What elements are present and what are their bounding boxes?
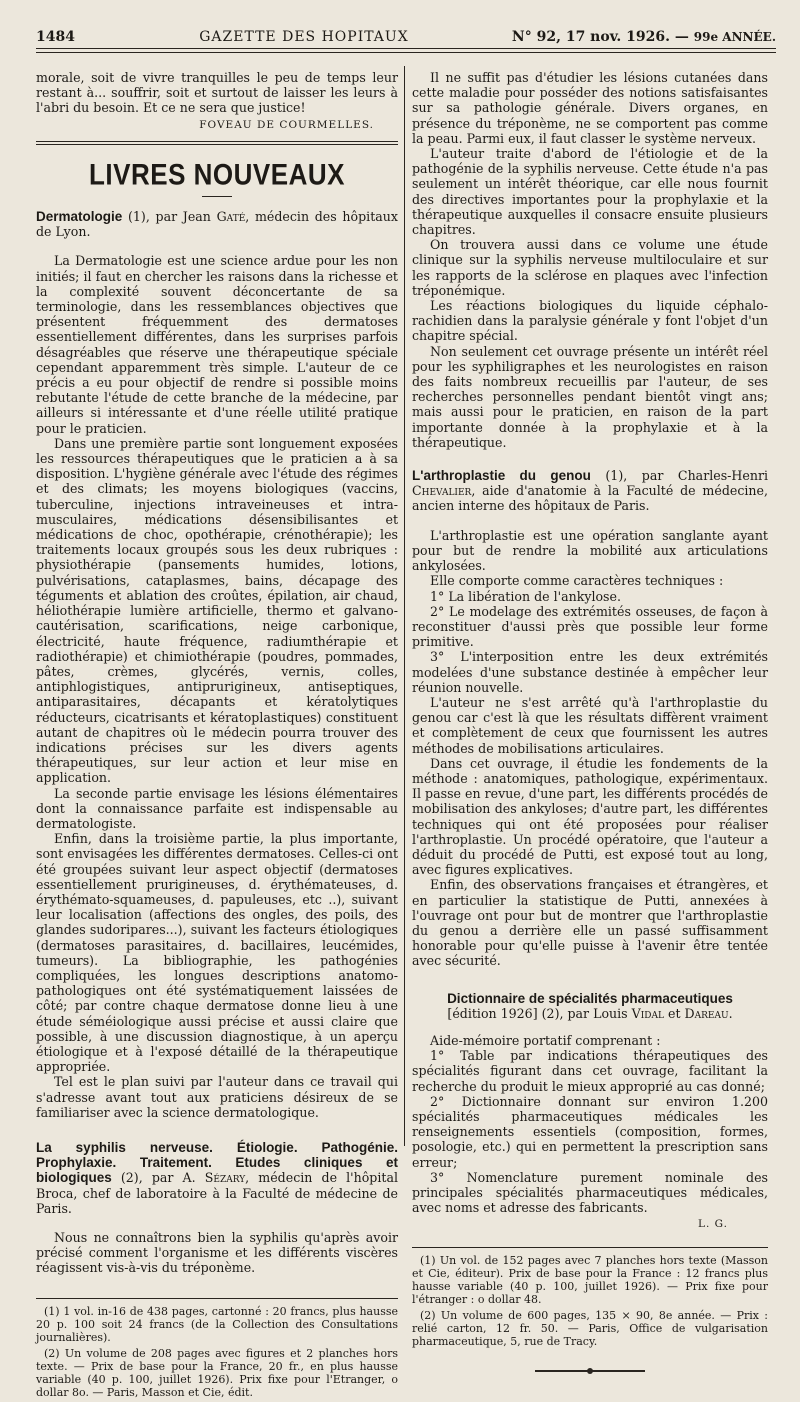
footnote: (1) Un vol. de 152 pages avec 7 planches hors texte (Masson et Cie, éditeur). Prix de base pour la France : 12 francs plus hausse variable (40 p. 100, juillet 1926). — Prix fixe pour l'étranger : o dollar 48. [412,1253,768,1306]
paragraph: Les réactions biologiques du liquide céphalo-rachidien dans la paralysie générale y font l'objet d'un chapitre spécial. [412,298,768,344]
section-separator [36,141,398,145]
paragraph: L'auteur ne s'est arrêté qu'à l'arthroplastie du genou car c'est là que les résultats diffèrent vraiment et complètement de ceux que fournissent les autres méthodes de mobilisations articulaires. [412,694,768,756]
paragraph: 1° La libération de l'ankylose. [430,588,621,604]
paragraph: La seconde partie envisage les lésions élémentaires dont la connaissance parfaite est indispensable au dermatologiste. [36,785,398,831]
journal-title: GAZETTE DES HOPITAUX [199,29,409,45]
issue-info: N° 92, 17 nov. 1926. — 99e ANNÉE. [511,29,776,45]
book-heading-syphilis: La syphilis nerveuse. Étiologie. Pathogénie. Prophylaxie. Traitement. Etudes cliniques et biologiques (2), par A. Sézary, médecin de l'hôpital Broca, chef de laboratoire à la Faculté de médecine de Paris. [36,1140,398,1216]
paragraph: Dans une première partie sont longuement exposées les ressources thérapeutiques que le praticien a à sa disposition. L'hygiène générale avec l'étude des régimes et des climats; les moyens biologiques (vaccins, tuberculine, injections intraveineuses et intra-musculaires, médications désensibilisantes et médications de choc, opothérapie, crénothérapie); les traitements locaux groupés sous les deux rubriques : physiothérapie (pansements humides, lotions, pulvérisations, cataplasmes, bains, décapage des téguments et ablation des croûtes, épilation, air chaud, héliothérapie lumière artificielle, thermo et galvano-cautérisation, scarifications, neige carbonique, électricité, haute fréquence, radiumthérapie et radiothérapie) et chimiothérapie (poudres, pommades, pâtes, crèmes, glycérés, vernis, colles, antiphlogistiques, antiprurigineux, antiseptiques, antiparasitaires, décapants et kératolytiques réducteurs, cicatrisants et kératoplastiques) constituent autant de chapitres où le médecin pourra trouver des indications précises sur les divers agents thérapeutiques, sur leur action et leur mise en application. [36,435,398,786]
footnote-rule [412,1247,768,1248]
book-heading-dictionnaire: Dictionnaire de spécialités pharmaceutiques [édition 1926] (2), par Louis Vidal et Dareau. [447,990,733,1021]
paragraph: 3° L'interposition entre les deux extrémités modelées d'une substance destinée à empêcher leur réunion nouvelle. [412,649,768,695]
paragraph: Enfin, des observations françaises et étrangères, et en particulier la statistique de Putti, annexées à l'ouvrage ont pour but de montrer que l'arthroplastie du genou a derrière elle un passé suffisamment honorable pour qu'elle puisse à l'avenir être tentée avec sécurité. [412,877,768,969]
paragraph: Elle comporte comme caractères techniques : [430,573,724,589]
footnote-rule [36,1298,398,1299]
column-divider [404,66,405,1146]
end-ornament [412,1362,768,1377]
book-review-dermatologie [36,253,398,1120]
paragraph: L'arthroplastie est une opération sanglante ayant pour but de rendre la mobilité aux articulations ankylosées. [412,527,768,574]
intro-signature: FOVEAU DE COURMELLES. [199,118,374,131]
paragraph: On trouvera aussi dans ce volume une étude clinique sur la syphilis nerveuse multiloculaire et sur les rapports de la sclérose en plaques avec l'infection tréponémique. [412,237,768,298]
paragraph: Nous ne connaîtrons bien la syphilis qu'après avoir précisé comment l'organisme et les différents viscères réagissent vis-à-vis du tréponème. [36,1230,398,1276]
paragraph: Dans cet ouvrage, il étudie les fondements de la méthode : anatomiques, pathologique, expérimentaux. Il passe en revue, d'une part, les différents procédés de mobilisation des ankyloses; d'autre part, les différentes techniques qui ont été proposées pour réaliser l'arthroplastie. Un procédé opératoire, que l'auteur a déduit du procédé de Putti, est exposé tout au long, avec figures explicatives. [412,755,768,878]
intro-paragraph: morale, soit de vivre tranquilles le peu de temps leur restant à... souffrir, soit et surtout de laisser les leurs à l'abri du besoin. Et ce ne sera que justice! [36,70,398,116]
paragraph: 3° Nomenclature purement nominale des principales spécialités pharmaceutiques médicales, avec noms et adresse des fabricants. [412,1169,768,1216]
title-rule [202,196,232,197]
running-header [36,26,776,49]
review-signature: L. G. [698,1218,728,1231]
paragraph: 2° Dictionnaire donnant sur environ 1.200 spécialités pharmaceutiques médicales les renseignements essentiels (composition, formes, posologie, etc.) qui en permettent la prescription sans erreur; [412,1093,768,1170]
book-heading-arthroplastie: L'arthroplastie du genou (1), par Charles-Henri Chevalier, aide d'anatomie à la Faculté de médecine, ancien interne des hôpitaux de Paris. [412,468,769,514]
right-column [412,70,768,1377]
page-number: 1484 [36,29,75,45]
left-column [36,70,398,1402]
paragraph: Tel est le plan suivi par l'auteur dans ce travail qui s'adresse avant tout aux praticiens désireux de se familiariser avec la science dermatologique. [36,1074,398,1120]
paragraph: Aide-mémoire portatif comprenant : [430,1032,661,1048]
book-review-arthroplastie [412,528,768,969]
footnote: (2) Un volume de 600 pages, 135 × 90, 8e année. — Prix : relié carton, 12 fr. 50. — Paris, Office de vulgarisation pharmaceutique, 5, rue de Tracy. [412,1308,768,1348]
book-review-dictionnaire [412,1033,768,1233]
paragraph: 1° Table par indications thérapeutiques des spécialités figurant dans cet ouvrage, facilitant la recherche du produit le mieux approprié au cas donné; [412,1048,768,1094]
header-rule [36,52,776,53]
paragraph: 2° Le modelage des extrémités osseuses, de façon à reconstituer d'aussi près que possible leur forme primitive. [412,603,768,650]
paragraph: L'auteur traite d'abord de l'étiologie et de la pathogénie de la syphilis nerveuse. Cette étude n'a pas seulement un intérêt théorique, car elle nous fournit des directives importantes pour la prophylaxie et la thérapeutique auxquelles il consacre ensuite plusieurs chapitres. [412,146,768,238]
paragraph: Enfin, dans la troisième partie, la plus importante, sont envisagées les différentes dermatoses. Celles-ci ont été groupées suivant leur aspect objectif (dermatoses essentiellement prurigineuses, d. érythémateuses, d. érythémato-squameuses, d. papuleuses, etc ..), suivant leur localisation (affections des ongles, des poils, des glandes sudoripares...), suivant les facteurs étiologiques (dermatoses parasitaires, d. bacillaires, leucémides, tumeurs). La bibliographie, les pathogénies compliquées, les longues descriptions anatomo-pathologiques ont été systématiquement laissées de côté; par contre chaque dermatose donne lieu à une étude séméiologique aussi précise et aussi claire que possible, à une discussion diagnostique, à un aperçu étiologique et à l'exposé détaillé de la thérapeutique appropriée. [36,831,398,1075]
paragraph: Non seulement cet ouvrage présente un intérêt réel pour les syphiligraphes et les neurologistes en raison des faits nombreux recueillis par l'auteur, de ses recherches personnelles pendant bientôt vingt ans; mais aussi pour le praticien, en raison de la part importante donnée à la prophylaxie et à la thérapeutique. [412,343,768,450]
footnote: (2) Un volume de 208 pages avec figures et 2 planches hors texte. — Prix de base pour la France, 20 fr., en plus hausse variable (40 p. 100, juillet 1926). Prix fixe pour l'Etranger, o dollar 8o. — Paris, Masson et Cie, édit. [36,1346,398,1399]
footnote: (1) 1 vol. in-16 de 438 pages, cartonné : 20 francs, plus hausse 20 p. 100 soit 24 francs (de la Collection des Consultations journalières). [36,1304,398,1344]
book-heading-dermatologie: Dermatologie (1), par Jean Gaté, médecin des hôpitaux de Lyon. [36,209,398,240]
paragraph: La Dermatologie est une science ardue pour les non initiés; il faut en chercher les raisons dans la richesse et la complexité souvent déconcertante de sa terminologie, dans les ressemblances objectives que présentent fréquemment des dermatoses essentiellement différentes, dans les surprises parfois désagréables que réserve une thérapeutique spéciale cependant apparemment très simple. L'auteur de ce précis a eu pour objectif de rendre si possible moins rebutante l'étude de cette branche de la médecine, par ailleurs si intéressante et d'une réelle utilité pratique pour le praticien. [36,253,398,436]
paragraph: Il ne suffit pas d'étudier les lésions cutanées dans cette maladie pour posséder des notions satisfaisantes sur sa pathologie générale. Divers organes, en présence du tréponème, ne se comportent pas comme la peau. Parmi eux, il faut classer le système nerveux. [412,70,768,146]
section-title: LIVRES NOUVEAUX [89,156,345,191]
